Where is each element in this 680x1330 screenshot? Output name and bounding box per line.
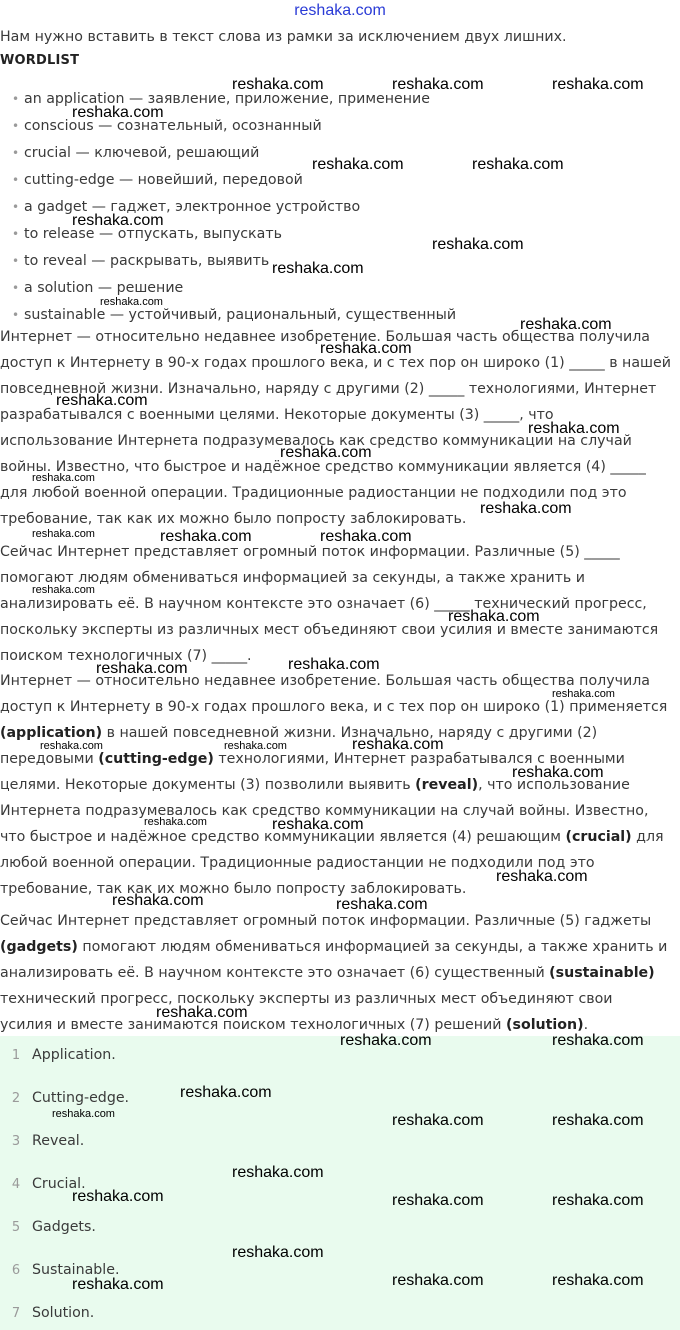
watermark: reshaka.com (336, 896, 428, 913)
watermark: reshaka.com (520, 316, 612, 333)
watermark: reshaka.com (232, 76, 324, 93)
watermark: reshaka.com (40, 740, 103, 752)
bullet-icon: • (12, 281, 20, 295)
watermark: reshaka.com (392, 1272, 484, 1289)
watermark: reshaka.com (312, 156, 404, 173)
answer-item: 3 Reveal. (11, 1133, 85, 1149)
text-line: усилия и вместе занимаются поиском технологичных (7) решений (solution). (0, 1017, 589, 1033)
bullet-icon: • (12, 146, 20, 160)
answer-word: (application) (0, 725, 103, 741)
bullet-icon: • (12, 92, 20, 106)
watermark: reshaka.com (552, 688, 615, 700)
wordlist-item: • to release — отпускать, выпускать (12, 221, 456, 248)
wordlist-item: • a solution — решение (12, 275, 456, 302)
watermark: reshaka.com (224, 740, 287, 752)
filled-paragraph-1 (0, 668, 680, 902)
text-line: Сейчас Интернет представляет огромный поток информации. Различные (5) гаджеты (0, 913, 652, 929)
answer-item: 4 Crucial. (11, 1176, 86, 1192)
watermark: reshaka.com (144, 816, 207, 828)
text-line: любой военной операции. Традиционные радиостанции не подходили под это (0, 855, 595, 871)
watermark: reshaka.com (392, 1112, 484, 1129)
text-line: что быстрое и надёжное средство коммуникации является (4) решающим (crucial) для (0, 829, 664, 845)
watermark: reshaka.com (552, 1112, 644, 1129)
watermark: reshaka.com (56, 392, 148, 409)
text-line: помогают людям обмениваться информацией за секунды, а также хранить и (0, 570, 585, 586)
wordlist-item: • sustainable — устойчивый, рациональный, существенный (12, 302, 456, 329)
bullet-icon: • (12, 173, 20, 187)
text-line: целями. Некоторые документы (3) позволили выявить (reveal), что использование (0, 777, 630, 793)
task-instruction: Нам нужно вставить в текст слова из рамки за исключением двух лишних. (0, 29, 567, 45)
watermark: reshaka.com (232, 1164, 324, 1181)
watermark: reshaka.com (552, 1272, 644, 1289)
watermark: reshaka.com (320, 340, 412, 357)
watermark: reshaka.com (160, 528, 252, 545)
wordlist (12, 86, 456, 329)
text-line: анализировать её. В научном контексте это означает (6) _____ технический прогресс, (0, 596, 647, 612)
watermark: reshaka.com (180, 1084, 272, 1101)
watermark: reshaka.com (480, 500, 572, 517)
text-line: требование, так как их можно было попросту заблокировать. (0, 511, 467, 527)
text-line: (application) в нашей повседневной жизни. Изначально, наряду с другими (2) (0, 725, 598, 741)
watermark: reshaka.com (496, 868, 588, 885)
watermark: reshaka.com (280, 444, 372, 461)
watermark: reshaka.com (448, 608, 540, 625)
watermark: reshaka.com (32, 528, 95, 540)
answer-word: (cutting-edge) (98, 751, 214, 767)
bullet-icon: • (12, 254, 20, 268)
text-line: Интернета подразумевалось как средство коммуникации на случай войны. Известно, (0, 803, 649, 819)
watermark: reshaka.com (232, 1244, 324, 1261)
watermark: reshaka.com (272, 816, 364, 833)
watermark: reshaka.com (552, 1032, 644, 1049)
watermark: reshaka.com (96, 660, 188, 677)
watermark: reshaka.com (512, 764, 604, 781)
answer-item: 6 Sustainable. (11, 1262, 120, 1278)
watermark: reshaka.com (352, 736, 444, 753)
text-line: анализировать её. В научном контексте это означает (6) существенный (sustainable) (0, 965, 655, 981)
answer-item: 1 Application. (11, 1047, 116, 1063)
text-line: доступ к Интернету в 90-х годах прошлого века, и с тех пор он широко (1) _____ в нашей (0, 355, 671, 371)
watermark: reshaka.com (100, 296, 163, 308)
text-line: Интернет — относительно недавнее изобретение. Большая часть общества получила (0, 673, 650, 689)
watermark: reshaka.com (272, 260, 364, 277)
wordlist-item: • to reveal — раскрывать, выявить (12, 248, 456, 275)
watermark: reshaka.com (432, 236, 524, 253)
watermark: reshaka.com (112, 892, 204, 909)
watermark: reshaka.com (472, 156, 564, 173)
watermark: reshaka.com (552, 1192, 644, 1209)
text-line: передовыми (cutting-edge) технологиями, Интернет разрабатывался с военными (0, 751, 625, 767)
watermark: reshaka.com (32, 472, 95, 484)
wordlist-item: • an application — заявление, приложение, применение (12, 86, 456, 113)
answer-item: 5 Gadgets. (11, 1219, 96, 1235)
answer-word: (crucial) (565, 829, 632, 845)
wordlist-item: • conscious — сознательный, осознанный (12, 113, 456, 140)
site-header-link[interactable]: reshaka.com (294, 2, 386, 19)
watermark: reshaka.com (52, 1108, 115, 1120)
watermark: reshaka.com (156, 1004, 248, 1021)
watermark: reshaka.com (392, 76, 484, 93)
filled-paragraph-2 (0, 908, 680, 1038)
watermark: reshaka.com (72, 1276, 164, 1293)
text-line: (gadgets) помогают людям обмениваться информацией за секунды, а также хранить и (0, 939, 668, 955)
watermark: reshaka.com (32, 584, 95, 596)
text-line: доступ к Интернету в 90-х годах прошлого века, и с тех пор он широко (1) применяется (0, 699, 668, 715)
text-line: требование, так как их можно было попросту заблокировать. (0, 881, 467, 897)
answer-item: 2 Cutting-edge. (11, 1090, 130, 1106)
text-line: повседневной жизни. Изначально, наряду с другими (2) _____ технологиями, Интернет (0, 381, 657, 397)
answer-item: 7 Solution. (11, 1305, 95, 1321)
watermark: reshaka.com (320, 528, 412, 545)
watermark: reshaka.com (72, 1188, 164, 1205)
bullet-icon: • (12, 200, 20, 214)
text-line: поскольку эксперты из различных мест объединяют свои усилия и вместе занимаются (0, 622, 659, 638)
bullet-icon: • (12, 227, 20, 241)
text-line: разрабатывался с военными целями. Некоторые документы (3) _____, что (0, 407, 554, 423)
text-line: для любой военной операции. Традиционные радиостанции не подходили под это (0, 485, 627, 501)
text-line: Сейчас Интернет представляет огромный поток информации. Различные (5) _____ (0, 544, 620, 560)
watermark: reshaka.com (552, 76, 644, 93)
answer-word: (solution) (506, 1017, 584, 1033)
text-line: поиском технологичных (7) _____. (0, 648, 252, 664)
bullet-icon: • (12, 119, 20, 133)
text-line: технический прогресс, поскольку эксперты из различных мест объединяют свои (0, 991, 613, 1007)
text-line: Интернет — относительно недавнее изобретение. Большая часть общества получила (0, 329, 650, 345)
answer-word: (sustainable) (549, 965, 655, 981)
watermark: reshaka.com (392, 1192, 484, 1209)
wordlist-item: • crucial — ключевой, решающий (12, 140, 456, 167)
wordlist-title: WORDLIST (0, 53, 80, 68)
wordlist-item: • a gadget — гаджет, электронное устройство (12, 194, 456, 221)
text-line: войны. Известно, что быстрое и надёжное средство коммуникации является (4) _____ (0, 459, 646, 475)
answer-word: (reveal) (415, 777, 479, 793)
task-paragraph-2 (0, 539, 680, 669)
answer-word: (gadgets) (0, 939, 78, 955)
wordlist-item: • cutting-edge — новейший, передовой (12, 167, 456, 194)
watermark: reshaka.com (528, 420, 620, 437)
text-line: использование Интернета подразумевалось как средство коммуникации на случай (0, 433, 632, 449)
bullet-icon: • (12, 308, 20, 322)
watermark: reshaka.com (72, 212, 164, 229)
watermark: reshaka.com (288, 656, 380, 673)
watermark: reshaka.com (72, 104, 164, 121)
watermark: reshaka.com (340, 1032, 432, 1049)
